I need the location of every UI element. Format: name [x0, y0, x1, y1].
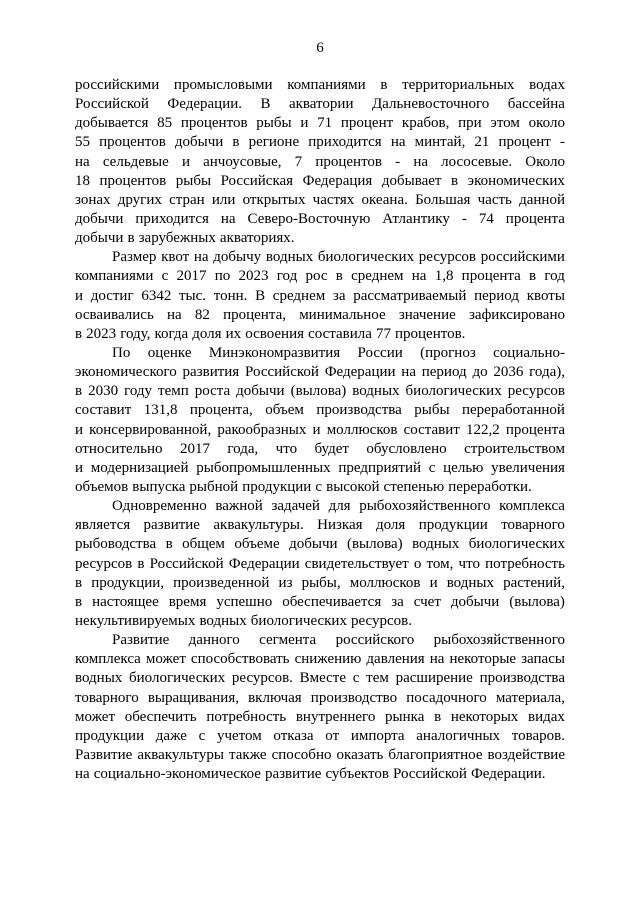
text-line: в продукции, произведенной из рыбы, моллюсков и водных растений,: [75, 574, 565, 591]
text-line: ресурсов в Российской Федерации свидетельствует о том, что потребность: [75, 555, 565, 572]
text-line: добывается 85 процентов рыбы и 71 процент крабов, при этом около: [75, 115, 565, 132]
text-line: добычи в зарубежных акваториях.: [75, 230, 295, 247]
text-line: и консервированной, ракообразных и моллюсков составит 122,2 процента: [75, 421, 565, 438]
text-line: добычи приходится на Северо-Восточную Атлантику - 74 процента: [75, 210, 565, 227]
text-line: Одновременно важной задачей для рыбохозяйственного комплекса: [112, 498, 565, 515]
paragraph: [75, 344, 565, 497]
text-line: объемов выпуска рыбной продукции с высокой степенью переработки.: [75, 478, 532, 495]
paragraph: [75, 631, 565, 784]
page-number: 6: [316, 40, 324, 56]
text-line: водных биологических ресурсов. Вместе с тем расширение производства: [75, 670, 565, 687]
text-line: российскими промысловыми компаниями в территориальных водах: [75, 77, 565, 93]
text-line: и достиг 6342 тыс. тонн. В среднем за рассматриваемый период квоты: [75, 287, 565, 304]
text-line: экономического развития Российской Федерации на период до 2036 года),: [75, 364, 565, 381]
text-line: 18 процентов рыбы Российская Федерация добывает в экономических: [75, 172, 565, 189]
text-line: продукции даже с учетом отказа от импорта аналогичных товаров.: [75, 727, 565, 744]
text-line: может обеспечить потребность внутреннего рынка в некоторых видах: [75, 708, 565, 725]
text-line: в 2023 году, когда доля их освоения составила 77 процентов.: [75, 325, 466, 342]
text-line: составит 131,8 процента, объем производства рыбы переработанной: [75, 402, 565, 419]
text-line: на сельдевые и анчоусовые, 7 процентов - на лососевые. Около: [75, 153, 565, 170]
text-line: Развитие данного сегмента российского рыбохозяйственного: [112, 632, 565, 649]
text-line: и модернизацией рыбопромышленных предприятий с целью увеличения: [75, 459, 565, 476]
text-line: комплекса может способствовать снижению давления на некоторые запасы: [75, 651, 565, 668]
text-line: Размер квот на добычу водных биологических ресурсов российскими: [112, 249, 565, 266]
paragraph: [75, 248, 565, 344]
text-line: является развитие аквакультуры. Низкая доля продукции товарного: [75, 517, 565, 534]
text-line: относительно 2017 года, что будет обусловлено строительством: [75, 440, 565, 457]
text-line: компаниями с 2017 по 2023 год рос в среднем на 1,8 процента в год: [75, 268, 565, 285]
text-line: некультивируемых водных биологических ресурсов.: [75, 612, 412, 629]
text-line: осваивались на 82 процента, минимальное значение зафиксировано: [75, 306, 565, 323]
text-line: зонах других стран или открытых частях океана. Большая часть данной: [75, 191, 565, 208]
document-body: [75, 76, 565, 784]
text-line: 55 процентов добычи в регионе приходится на минтай, 21 процент -: [75, 134, 565, 151]
text-line: в 2030 году темп роста добычи (вылова) водных биологических ресурсов: [75, 383, 565, 400]
text-line: на социально-экономическое развитие субъектов Российской Федерации.: [75, 766, 546, 783]
text-line: Развитие аквакультуры также способно оказать благоприятное воздействие: [75, 746, 565, 763]
text-line: рыбоводства в общем объеме добычи (вылова) водных биологических: [75, 536, 565, 553]
text-line: в настоящее время успешно обеспечивается за счет добычи (вылова): [75, 593, 565, 610]
text-line: По оценке Минэкономразвития России (прогноз социально-: [112, 344, 565, 361]
paragraph: [75, 497, 565, 631]
paragraph: [75, 76, 565, 248]
text-line: товарного выращивания, включая производство посадочного материала,: [75, 689, 565, 706]
text-line: Российской Федерации. В акватории Дальневосточного бассейна: [75, 96, 565, 113]
